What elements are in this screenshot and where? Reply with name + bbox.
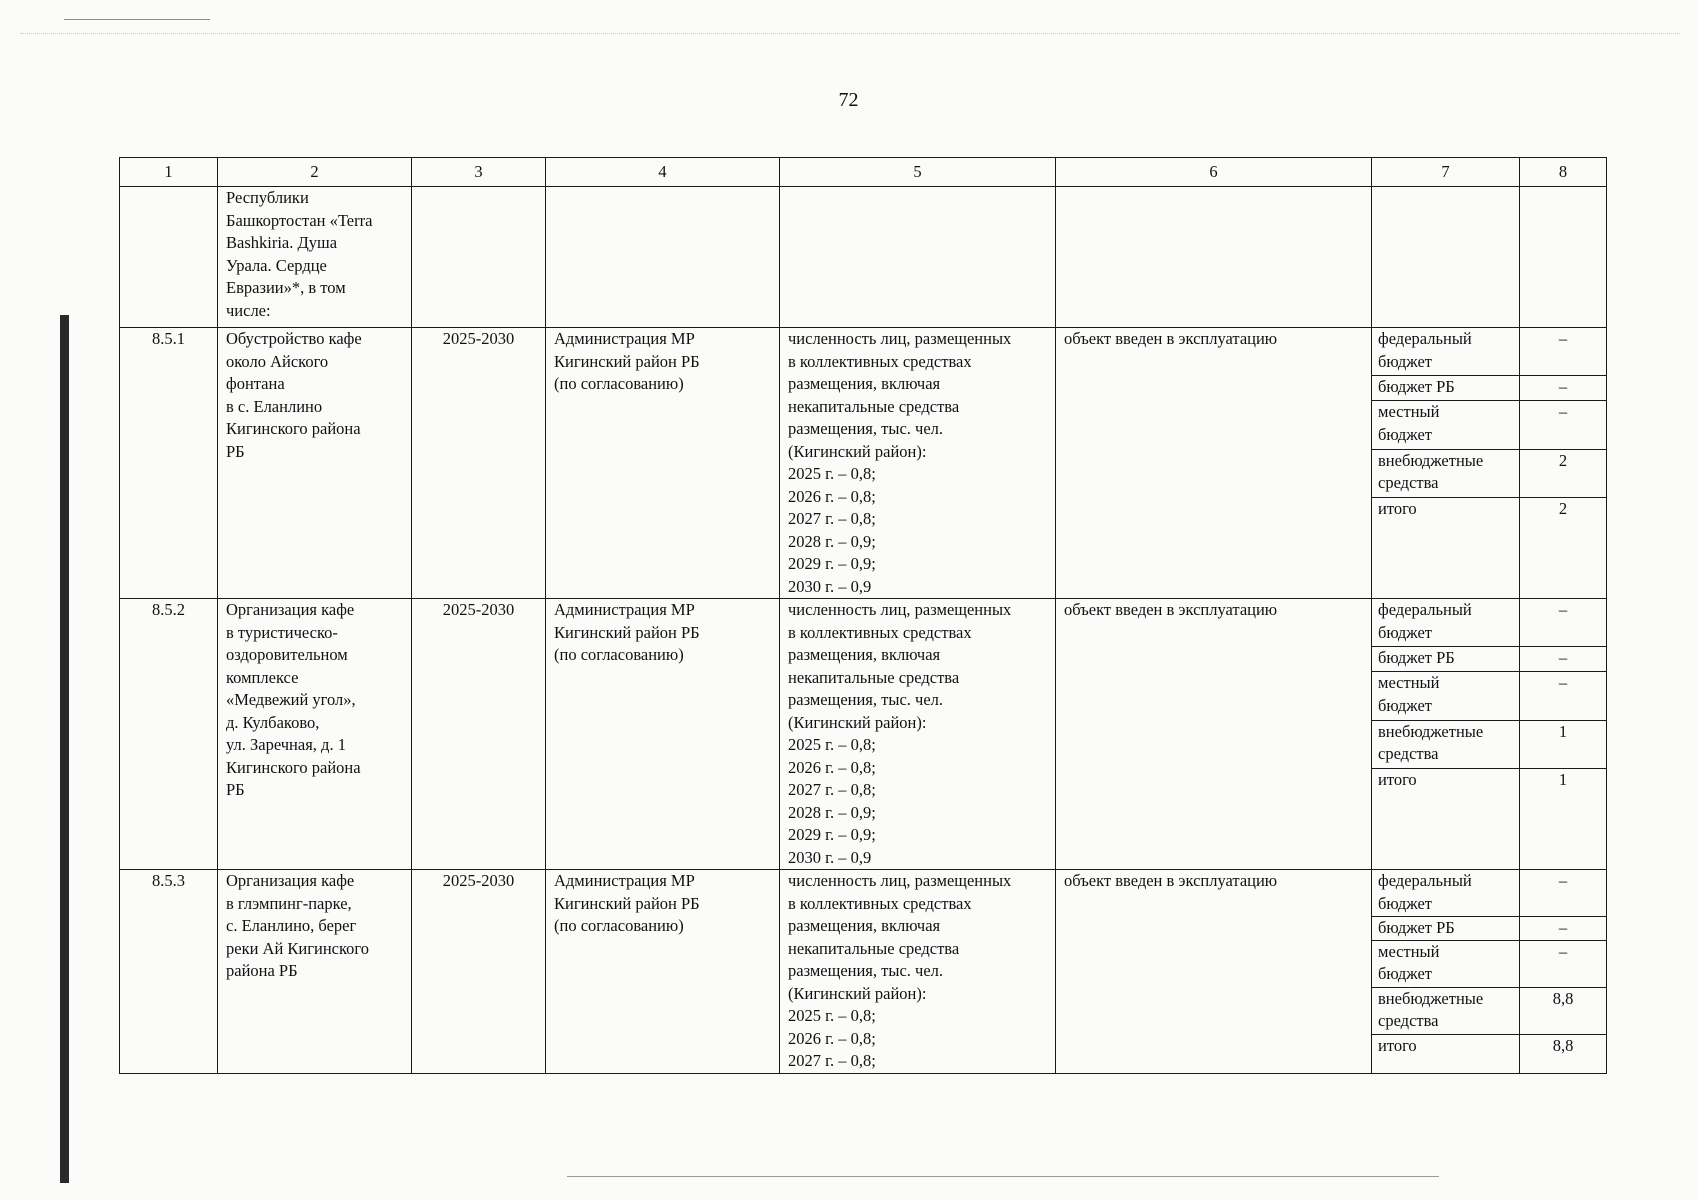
funding-source-line: бюджет РБ xyxy=(1378,377,1455,397)
item-indicator-line: в коллективных средствах xyxy=(788,893,972,913)
item-indicator-line: 2027 г. – 0,8; xyxy=(788,1051,876,1070)
funding-source-label xyxy=(1372,940,1520,987)
funding-source-label xyxy=(1372,449,1520,497)
item-indicator-line: 2025 г. – 0,8; xyxy=(788,464,876,483)
item-executor-line: Кигинский район РБ xyxy=(554,622,700,642)
continuation-name-line: Евразии»*, в том xyxy=(226,278,346,297)
item-name-line: около Айского xyxy=(226,351,329,371)
item-name-line: Обустройство кафе xyxy=(226,329,362,348)
funding-source-line: бюджет xyxy=(1378,964,1432,984)
item-indicator-line: некапитальные средства xyxy=(788,396,960,416)
item-name-line: д. Кулбаково, xyxy=(226,712,320,732)
funding-source-line: федеральный xyxy=(1378,600,1472,619)
item-result: объект введен в эксплуатацию xyxy=(1056,328,1372,599)
funding-source-line: итого xyxy=(1378,499,1417,518)
item-indicator-line: 2027 г. – 0,8; xyxy=(788,509,876,528)
item-name-line: в с. Еланлино xyxy=(226,396,323,416)
funding-source-line: средства xyxy=(1378,1011,1439,1031)
funding-source-label xyxy=(1372,987,1520,1034)
program-table xyxy=(119,157,1607,1074)
item-result: объект введен в эксплуатацию xyxy=(1056,870,1372,1074)
funding-source-line: федеральный xyxy=(1378,329,1472,348)
item-indicator-line: размещения, тыс. чел. xyxy=(788,961,944,980)
item-name-line: в глэмпинг-парке, xyxy=(226,893,352,913)
continuation-name-line: числе: xyxy=(226,300,271,320)
col-header-5: 5 xyxy=(780,158,1056,187)
item-name-line: Кигинского района xyxy=(226,757,361,777)
funding-source-label xyxy=(1372,916,1520,940)
continuation-empty-cell xyxy=(1056,187,1372,328)
continuation-name-line: Башкортостан «Terra xyxy=(226,210,373,230)
funding-source-label xyxy=(1372,498,1520,599)
item-indicator-line: (Кигинский район): xyxy=(788,712,927,732)
item-indicator-line: 2026 г. – 0,8; xyxy=(788,1028,876,1048)
item-name-cell xyxy=(218,328,412,599)
scan-artifact-dots xyxy=(20,33,1680,34)
funding-source-label xyxy=(1372,328,1520,376)
continuation-name-line: Bashkiria. Душа xyxy=(226,233,338,252)
item-executor-line: (по согласованию) xyxy=(554,916,684,935)
funding-source-line: внебюджетные xyxy=(1378,988,1484,1008)
item-result: объект введен в эксплуатацию xyxy=(1056,599,1372,870)
item-indicator-line: 2025 г. – 0,8; xyxy=(788,1006,876,1025)
item-years: 2025-2030 xyxy=(412,870,546,1074)
funding-source-label xyxy=(1372,672,1520,720)
item-name-line: реки Ай Кигинского xyxy=(226,938,370,958)
item-indicator-line: 2025 г. – 0,8; xyxy=(788,735,876,754)
col-header-2: 2 xyxy=(218,158,412,187)
funding-source-value: – xyxy=(1520,647,1607,672)
item-name-line: комплексе xyxy=(226,667,299,687)
funding-source-line: бюджет xyxy=(1378,695,1432,715)
item-indicator-line: 2029 г. – 0,9; xyxy=(788,825,876,844)
funding-source-line: итого xyxy=(1378,1035,1417,1055)
funding-source-line: бюджет xyxy=(1378,622,1432,642)
item-indicator-line: 2030 г. – 0,9 xyxy=(788,576,872,596)
scan-binding-edge xyxy=(60,315,69,1183)
item-indicator-line: 2027 г. – 0,8; xyxy=(788,780,876,799)
col-header-7: 7 xyxy=(1372,158,1520,187)
funding-source-value: 8,8 xyxy=(1520,1034,1607,1073)
funding-source-value: 1 xyxy=(1520,720,1607,768)
item-executor-cell xyxy=(546,870,780,1074)
funding-source-label xyxy=(1372,376,1520,401)
item-indicator-line: (Кигинский район): xyxy=(788,441,927,461)
funding-source-line: бюджет xyxy=(1378,893,1432,913)
item-name-line: ул. Заречная, д. 1 xyxy=(226,735,346,754)
funding-source-line: средства xyxy=(1378,473,1439,493)
table-row xyxy=(120,328,1607,376)
continuation-empty-cell xyxy=(780,187,1056,328)
col-header-4: 4 xyxy=(546,158,780,187)
funding-source-value: 2 xyxy=(1520,449,1607,497)
funding-source-line: бюджет xyxy=(1378,424,1432,444)
item-indicator-line: размещения, тыс. чел. xyxy=(788,419,944,438)
item-name-line: в туристическо- xyxy=(226,622,338,642)
item-indicator-line: 2030 г. – 0,9 xyxy=(788,847,872,867)
item-indicator-line: численность лиц, размещенных xyxy=(788,600,1012,619)
item-name-line: с. Еланлино, берег xyxy=(226,916,357,935)
funding-source-value: – xyxy=(1520,940,1607,987)
item-executor-line: Администрация МР xyxy=(554,871,695,890)
item-executor-line: (по согласованию) xyxy=(554,374,684,393)
item-name-cell xyxy=(218,599,412,870)
continuation-name-cell xyxy=(218,187,412,328)
item-name-cell xyxy=(218,870,412,1074)
funding-source-value: – xyxy=(1520,672,1607,720)
item-number: 8.5.2 xyxy=(120,599,218,870)
item-name-line: Организация кафе xyxy=(226,600,355,619)
continuation-empty-cell xyxy=(546,187,780,328)
col-header-3: 3 xyxy=(412,158,546,187)
item-indicator-line: некапитальные средства xyxy=(788,667,960,687)
item-executor-line: Администрация МР xyxy=(554,600,695,619)
page-number: 72 xyxy=(838,89,859,111)
continuation-name-line: Республики xyxy=(226,188,309,207)
funding-source-line: местный xyxy=(1378,402,1440,422)
item-name-line: оздоровительном xyxy=(226,645,348,664)
funding-source-label xyxy=(1372,647,1520,672)
funding-source-value: – xyxy=(1520,916,1607,940)
continuation-row xyxy=(120,187,1607,328)
funding-source-line: бюджет xyxy=(1378,351,1432,371)
item-number: 8.5.3 xyxy=(120,870,218,1074)
item-indicator-line: 2029 г. – 0,9; xyxy=(788,554,876,573)
item-indicator-line: численность лиц, размещенных xyxy=(788,871,1012,890)
item-name-line: РБ xyxy=(226,780,245,799)
funding-source-line: местный xyxy=(1378,673,1440,693)
col-header-6: 6 xyxy=(1056,158,1372,187)
continuation-empty-cell xyxy=(412,187,546,328)
funding-source-value: – xyxy=(1520,599,1607,647)
funding-source-value: – xyxy=(1520,401,1607,449)
funding-source-line: итого xyxy=(1378,770,1417,789)
continuation-empty-cell xyxy=(1372,187,1520,328)
item-indicator-line: некапитальные средства xyxy=(788,938,960,958)
funding-source-label xyxy=(1372,720,1520,768)
funding-source-line: бюджет РБ xyxy=(1378,648,1455,668)
item-indicator-line: размещения, включая xyxy=(788,645,941,664)
item-indicator-line: размещения, включая xyxy=(788,916,941,935)
funding-source-label xyxy=(1372,1034,1520,1073)
item-indicator-line: размещения, включая xyxy=(788,374,941,393)
column-number-row xyxy=(120,158,1607,187)
funding-source-label xyxy=(1372,870,1520,917)
item-years: 2025-2030 xyxy=(412,599,546,870)
table-body xyxy=(120,158,1607,1074)
item-executor-line: Администрация МР xyxy=(554,329,695,348)
item-indicator-cell xyxy=(780,870,1056,1074)
funding-source-line: местный xyxy=(1378,941,1440,961)
item-indicator-line: (Кигинский район): xyxy=(788,983,927,1003)
item-name-line: Кигинского района xyxy=(226,419,361,438)
item-executor-cell xyxy=(546,328,780,599)
item-name-line: «Медвежий угол», xyxy=(226,690,356,709)
funding-source-label xyxy=(1372,769,1520,870)
item-indicator-line: 2026 г. – 0,8; xyxy=(788,486,876,506)
funding-source-value: – xyxy=(1520,870,1607,917)
continuation-name-line: Урала. Сердце xyxy=(226,255,327,275)
item-indicator-cell xyxy=(780,328,1056,599)
item-indicator-line: 2028 г. – 0,9; xyxy=(788,531,876,551)
col-header-8: 8 xyxy=(1520,158,1607,187)
funding-source-label xyxy=(1372,401,1520,449)
funding-source-value: 1 xyxy=(1520,769,1607,870)
item-executor-cell xyxy=(546,599,780,870)
item-indicator-line: численность лиц, размещенных xyxy=(788,329,1012,348)
table-row xyxy=(120,870,1607,917)
scan-artifact-line xyxy=(64,19,210,20)
funding-source-line: средства xyxy=(1378,744,1439,764)
funding-source-line: бюджет РБ xyxy=(1378,917,1455,937)
item-name-line: фонтана xyxy=(226,374,285,393)
item-indicator-line: 2028 г. – 0,9; xyxy=(788,802,876,822)
table-row xyxy=(120,599,1607,647)
item-indicator-line: в коллективных средствах xyxy=(788,622,972,642)
funding-source-value: – xyxy=(1520,376,1607,401)
item-executor-line: Кигинский район РБ xyxy=(554,893,700,913)
funding-source-value: 2 xyxy=(1520,498,1607,599)
col-header-1: 1 xyxy=(120,158,218,187)
continuation-empty-cell xyxy=(1520,187,1607,328)
funding-source-label xyxy=(1372,599,1520,647)
funding-source-value: 8,8 xyxy=(1520,987,1607,1034)
funding-source-value: – xyxy=(1520,328,1607,376)
continuation-num-cell xyxy=(120,187,218,328)
item-indicator-line: 2026 г. – 0,8; xyxy=(788,757,876,777)
item-name-line: района РБ xyxy=(226,961,298,980)
item-indicator-line: в коллективных средствах xyxy=(788,351,972,371)
funding-source-line: внебюджетные xyxy=(1378,450,1484,470)
item-indicator-line: размещения, тыс. чел. xyxy=(788,690,944,709)
item-years: 2025-2030 xyxy=(412,328,546,599)
item-name-line: РБ xyxy=(226,441,245,461)
scan-artifact-bottom-line xyxy=(567,1176,1439,1177)
funding-source-line: внебюджетные xyxy=(1378,721,1484,741)
item-name-line: Организация кафе xyxy=(226,871,355,890)
item-executor-line: (по согласованию) xyxy=(554,645,684,664)
item-executor-line: Кигинский район РБ xyxy=(554,351,700,371)
funding-source-line: федеральный xyxy=(1378,871,1472,890)
item-number: 8.5.1 xyxy=(120,328,218,599)
item-indicator-cell xyxy=(780,599,1056,870)
